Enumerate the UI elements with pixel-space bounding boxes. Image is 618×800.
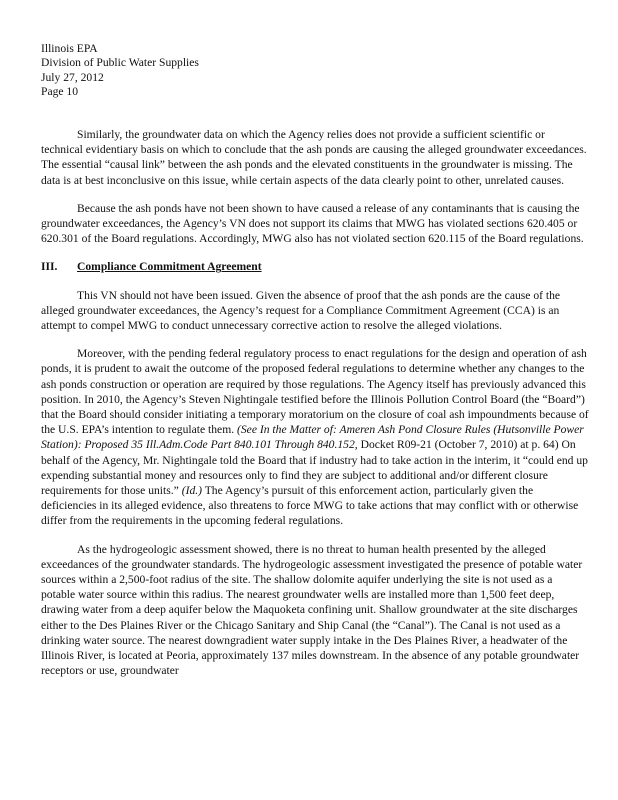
- paragraph-text: Moreover, with the pending federal regulatory process to enact regulations for the design and operation of ash ponds, it is prudent to await the outcome of the proposed federal regulations to determine whether any changes to the ash ponds construction or operation are required by those regulations. The Agency itself has previously advanced this position. In 2010, the Agency’s Steven Nightingale testified before the Illinois Pollution Control Board (the “Board”) that the Board should consider initiating a temporary moratorium on the closure of coal ash impoundments because of the U.S. EPA’s intention to regulate them.: [41, 347, 589, 437]
- header-date: July 27, 2012: [41, 70, 104, 84]
- header-page-number: Page 10: [41, 85, 79, 99]
- section-number: III.: [41, 260, 58, 274]
- id-citation: (Id.): [181, 484, 202, 498]
- paragraph-vn-not-issued: This VN should not have been issued. Given the absence of proof that the ash ponds are the cause of the alleged groundwater exceedances, the Agency’s request for a Compliance Commitment Agreement (CCA) is an attempt to compel MWG to conduct unnecessary corrective action to resolve the alleged violations.: [41, 288, 561, 333]
- document-body: [41, 127, 589, 692]
- header-agency: Illinois EPA: [41, 42, 98, 55]
- case-citation: (See In the Matter of: Ameren Ash Pond Closure Rules (Hutsonville Power Station): Proposed 35 Ill.Adm.Code Part 840.101 Through 840.152,: [41, 423, 584, 452]
- paragraph-text: Docket R09-21 (October 7, 2010) at p. 64) On behalf of the Agency, Mr. Nightingale told the Board that if industry had to take action in the interim, it “could end up expending substantial money and resources only to find they are subject to additional and/or different closure requirements for those units.”: [41, 438, 588, 498]
- section-title: Compliance Commitment Agreement: [77, 260, 262, 274]
- paragraph-causal-link: Similarly, the groundwater data on which the Agency relies does not provide a sufficient scientific or technical evidentiary basis on which to conclude that the ash ponds are causing the alleged groundwater exceedances. The essential “causal link” between the ash ponds and the elevated constituents in the groundwater is missing. The data is at best inconclusive on this issue, while certain aspects of the data clearly point to other, unrelated causes.: [41, 128, 587, 187]
- paragraph-no-violation: Because the ash ponds have not been shown to have caused a release of any contaminants that is causing the groundwater exceedances, the Agency’s VN does not support its claims that MWG has violated sections 620.405 or 620.301 of the Board regulations. Accordingly, MWG also has not violated section 620.115 of the Board regulations.: [41, 201, 584, 246]
- paragraph-hydrogeologic-assessment: As the hydrogeologic assessment showed, there is no threat to human health presented by the alleged exceedances of the groundwater standards. The hydrogeologic assessment investigated the presence of potable water sources within a 2,500-foot radius of the site. The shallow dolomite aquifer underlying the site is not used as a potable water source within this radius. The nearest groundwater wells are installed more than 1,500 feet deep, drawing water from a deep aquifer below the Maquoketa confining unit. Shallow groundwater at the site discharges either to the Des Plaines River or the Chicago Sanitary and Ship Canal (the “Canal”). The Canal is not used as a drinking water source. The nearest downgradient water supply intake in the Des Plaines River, a headwater of the Illinois River, is located at Peoria, approximately 137 miles downstream. In the absence of any potable groundwater receptors or use, groundwater: [41, 542, 583, 678]
- letter-header: [41, 42, 199, 100]
- paragraph-text: The Agency’s pursuit of this enforcement action, particularly given the deficiencies in its alleged evidence, also threatens to force MWG to take actions that may conflict with or otherwise differ from the requirements in the upcoming federal regulations.: [41, 484, 579, 528]
- paragraph-federal-regulations: [41, 346, 589, 528]
- header-division: Division of Public Water Supplies: [41, 56, 199, 70]
- section-heading: [41, 259, 589, 274]
